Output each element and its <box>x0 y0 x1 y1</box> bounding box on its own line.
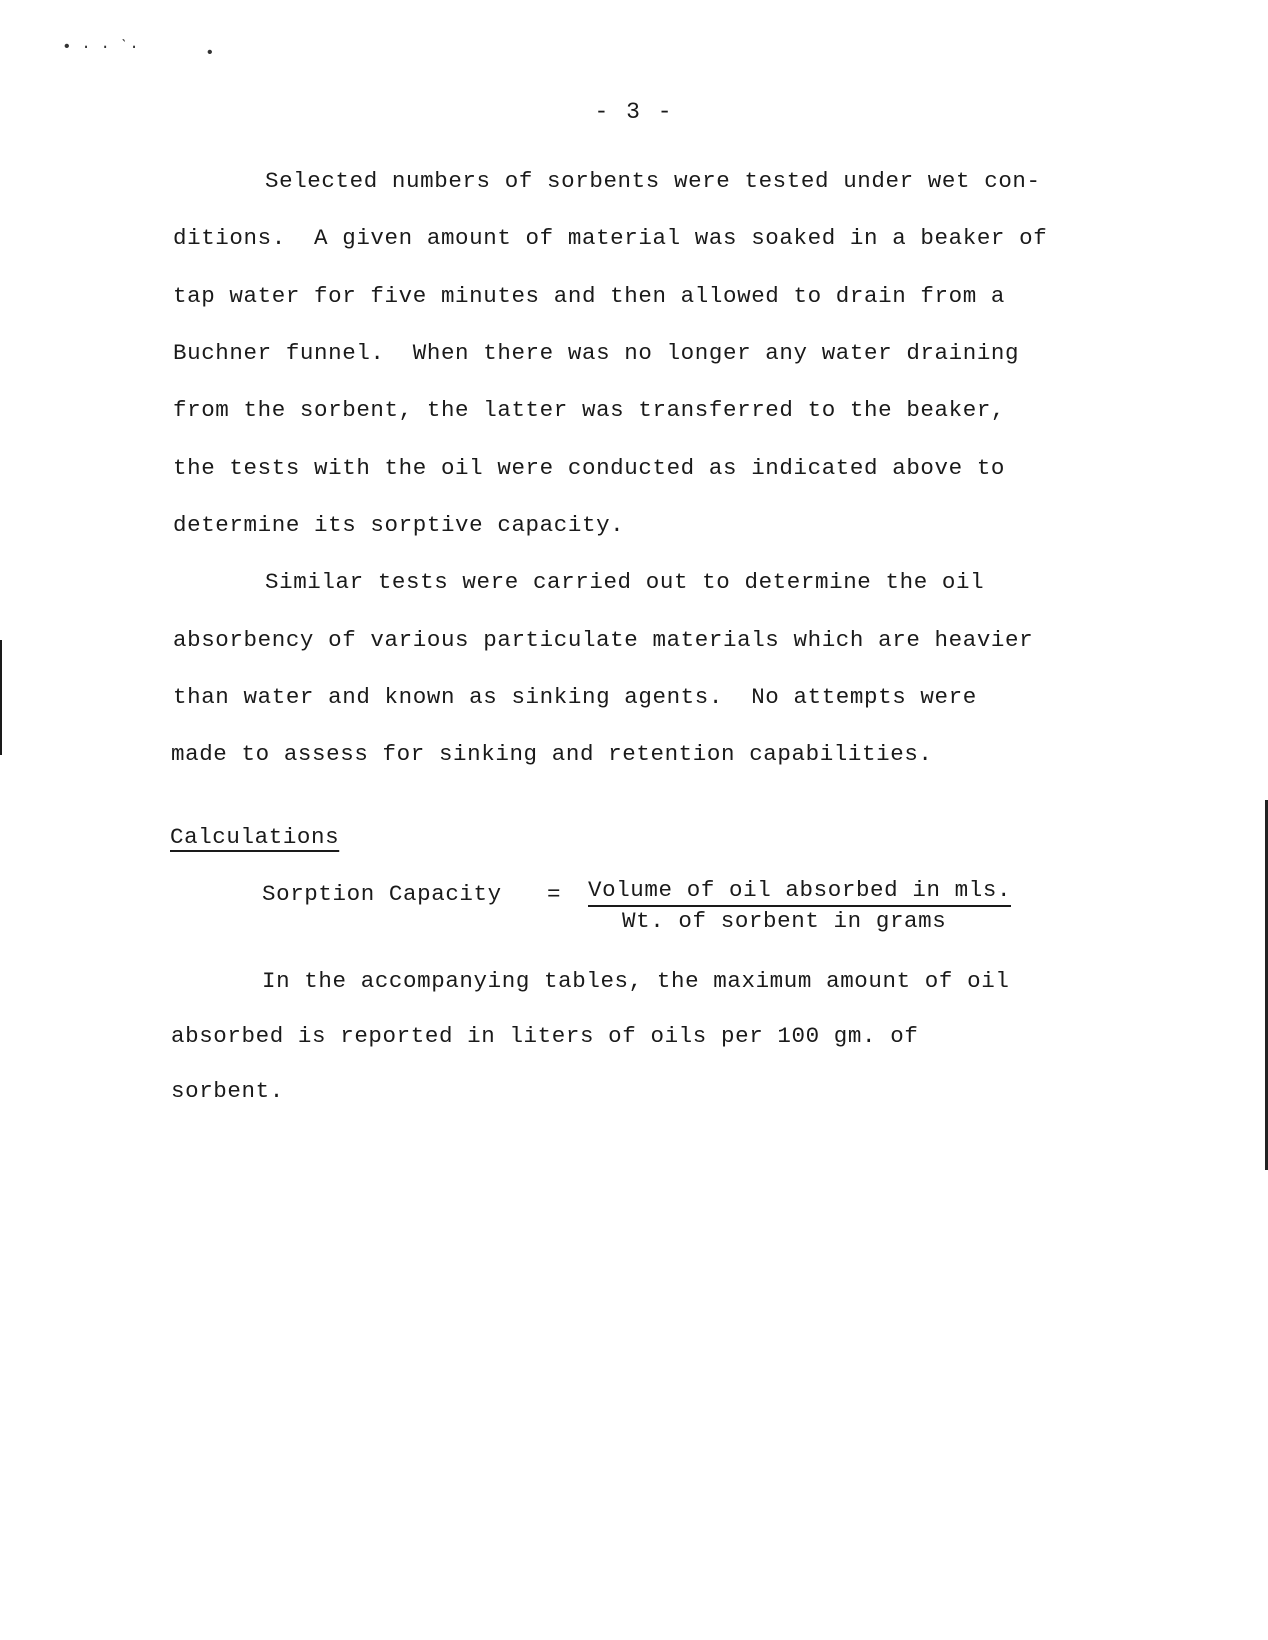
paragraph-3-line: sorbent. <box>171 1078 284 1104</box>
paragraph-1-line: Selected numbers of sorbents were tested under wet con- <box>265 168 1041 194</box>
section-heading: Calculations <box>170 824 340 850</box>
paragraph-1-line: from the sorbent, the latter was transferred to the beaker, <box>173 397 1006 423</box>
paragraph-2-line: made to assess for sinking and retention capabilities. <box>171 741 933 767</box>
formula-denominator: Wt. of sorbent in grams <box>622 908 947 934</box>
page-number: - 3 - <box>594 99 674 125</box>
paragraph-1-line: Buchner funnel. When there was no longer any water draining <box>173 340 1020 366</box>
paragraph-1-line: ditions. A given amount of material was soaked in a beaker of <box>173 225 1048 251</box>
scan-margin-mark <box>0 640 2 755</box>
scan-speck: • <box>205 44 215 62</box>
formula-fraction <box>588 877 1044 934</box>
scan-speck: • · · ˋ· <box>62 38 139 56</box>
formula-numerator: Volume of oil absorbed in mls. <box>588 877 1011 907</box>
paragraph-1-line: tap water for five minutes and then allowed to drain from a <box>173 283 1006 309</box>
paragraph-3-line: In the accompanying tables, the maximum amount of oil <box>262 968 1010 994</box>
paragraph-1-line: the tests with the oil were conducted as indicated above to <box>173 455 1006 481</box>
paragraph-2-line: than water and known as sinking agents. No attempts were <box>173 684 977 710</box>
paragraph-3-line: absorbed is reported in liters of oils per 100 gm. of <box>171 1023 919 1049</box>
paragraph-1-line: determine its sorptive capacity. <box>173 512 625 538</box>
paragraph-2-line: Similar tests were carried out to determine the oil <box>265 569 985 595</box>
formula-label: Sorption Capacity <box>262 881 502 907</box>
formula-equals: = <box>547 881 561 907</box>
paragraph-2-line: absorbency of various particulate materials which are heavier <box>173 627 1034 653</box>
